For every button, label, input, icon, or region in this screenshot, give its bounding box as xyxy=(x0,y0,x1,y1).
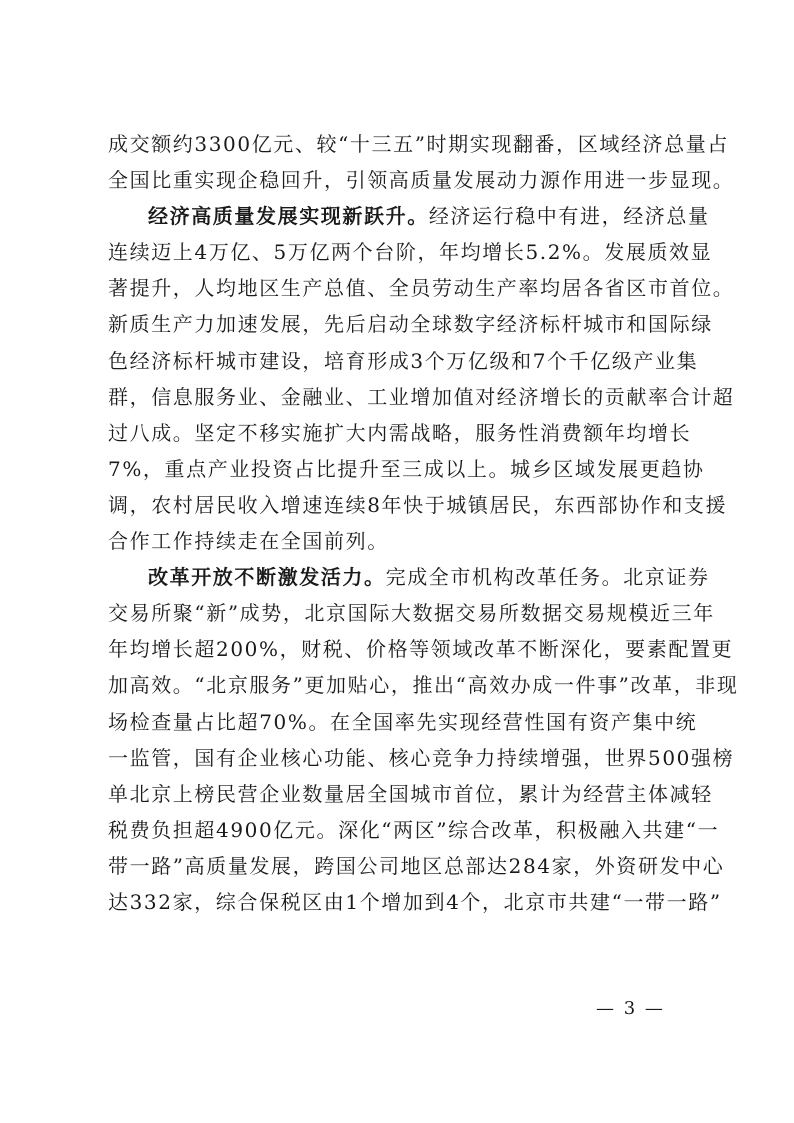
text-line: 7%，重点产业投资占比提升至三成以上。城乡区域发展更趋协 xyxy=(108,456,705,481)
text-span: 经济运行稳中有进，经济总量 xyxy=(428,204,710,229)
text-line: 群，信息服务业、金融业、工业增加值对经济增长的贡献率合计超 xyxy=(108,384,735,409)
text-line: 全国比重实现企稳回升，引领高质量发展动力源作用进一步显现。 xyxy=(108,168,735,193)
text-span: 完成全市机构改革任务。北京证券 xyxy=(385,565,710,590)
section-heading: 经济高质量发展实现新跃升。 xyxy=(148,204,429,229)
paragraph-first-line xyxy=(108,559,710,595)
text-line: 场检查量占比超70%。在全国率先实现经营性国有资产集中统 xyxy=(108,709,698,734)
text-line: 带一路”高质量发展，跨国公司地区总部达284家，外资研发中心 xyxy=(108,853,725,878)
paragraph-3 xyxy=(108,559,739,920)
text-line: 过八成。坚定不移实施扩大内需战略，服务性消费额年均增长 xyxy=(108,420,692,445)
text-line: 成交额约3300亿元、较“十三五”时期实现翻番，区域经济总量占 xyxy=(108,132,729,156)
text-line: 调，农村居民收入增速连续8年快于城镇居民，东西部协作和支援 xyxy=(108,492,728,517)
text-line: 新质生产力加速发展，先后启动全球数字经济标杆城市和国际绿 xyxy=(108,312,713,337)
paragraph-2 xyxy=(108,198,735,559)
paragraph-first-line xyxy=(108,198,710,234)
text-line: 单北京上榜民营企业数量居全国城市首位，累计为经营主体减轻 xyxy=(108,781,713,806)
text-line: 著提升，人均地区生产总值、全员劳动生产率均居各省区市首位。 xyxy=(108,276,735,301)
text-line: 连续迈上4万亿、5万亿两个台阶，年均增长5.2%。发展质效显 xyxy=(108,240,713,265)
body-text xyxy=(108,126,739,920)
section-heading: 改革开放不断激发活力。 xyxy=(148,565,386,590)
text-line: 达332家，综合保税区由1个增加到4个，北京市共建“一带一路” xyxy=(108,889,722,914)
text-line: 色经济标杆城市建设，培育形成3个万亿级和7个千亿级产业集 xyxy=(108,348,699,373)
text-line: 税费负担超4900亿元。深化“两区”综合改革，积极融入共建“一 xyxy=(108,817,720,842)
paragraph-1 xyxy=(108,126,735,198)
text-line: 一监管，国有企业核心功能、核心竞争力持续增强，世界500强榜 xyxy=(108,745,735,770)
text-line: 交易所聚“新”成势，北京国际大数据交易所数据交易规模近三年 xyxy=(108,601,715,626)
page-number: — 3 — xyxy=(596,998,665,1019)
text-line: 年均增长超200%，财税、价格等领域改革不断深化，要素配置更 xyxy=(108,637,734,662)
text-line: 合作工作持续走在全国前列。 xyxy=(108,529,389,554)
text-line: 加高效。“北京服务”更加贴心，推出“高效办成一件事”改革，非现 xyxy=(108,673,739,698)
